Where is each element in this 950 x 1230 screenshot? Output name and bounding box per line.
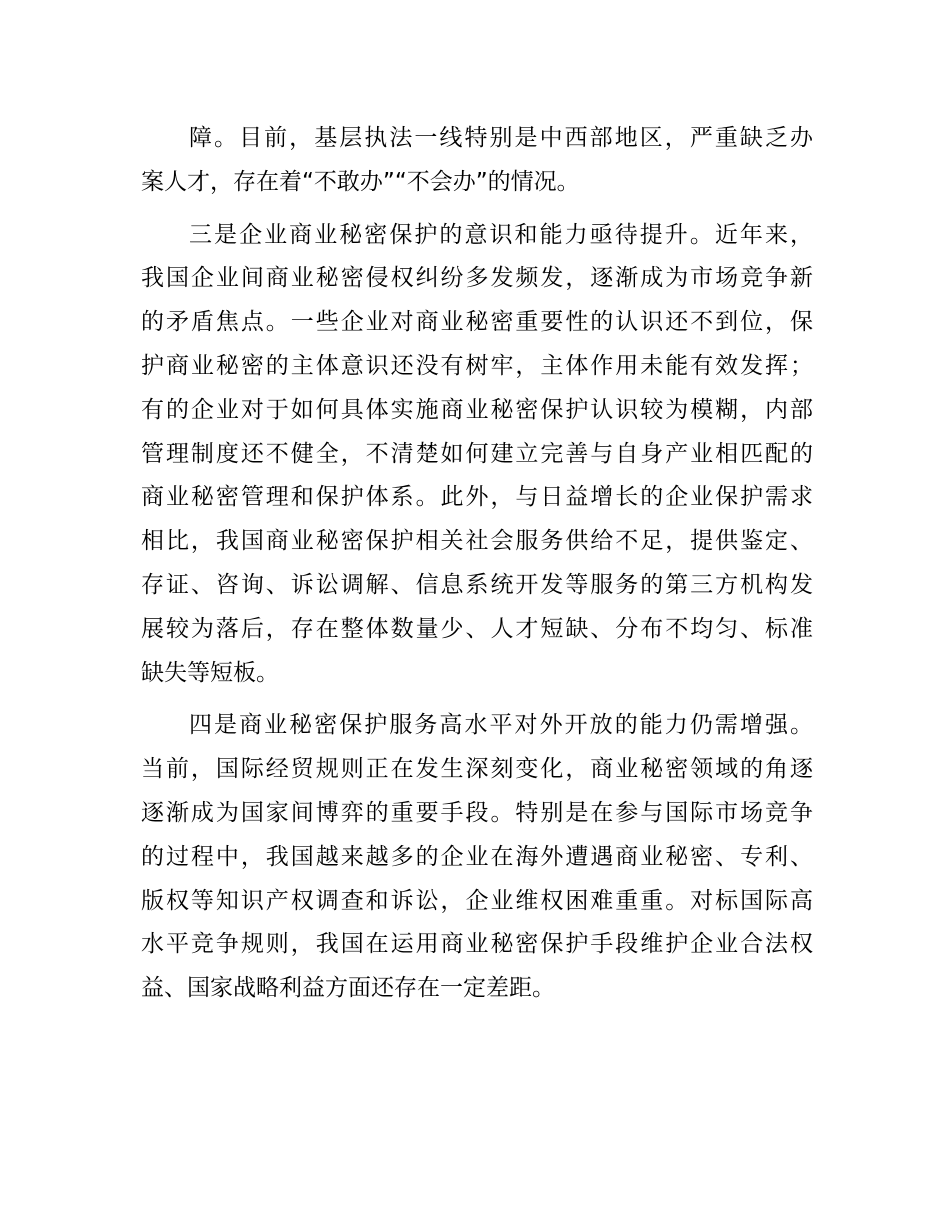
text-line: 有的企业对于如何具体实施商业秘密保护认识较为模糊，内部 bbox=[141, 396, 813, 423]
text-line: 存证、咨询、诉讼调解、信息系统开发等服务的第三方机构发 bbox=[141, 571, 813, 598]
text-line: 展较为落后，存在整体数量少、人才短缺、分布不均匀、标准 bbox=[141, 615, 813, 642]
text-line: 相比，我国商业秘密保护相关社会服务供给不足，提供鉴定、 bbox=[141, 528, 813, 555]
text-line: 逐渐成为国家间博弈的重要手段。特别是在参与国际市场竞争 bbox=[141, 799, 813, 826]
paragraph-2 bbox=[141, 214, 813, 696]
text-line: 案人才，存在着“不敢办”“不会办”的情况。 bbox=[141, 168, 580, 195]
text-line: 我国企业间商业秘密侵权纠纷多发频发，逐渐成为市场竞争新 bbox=[141, 265, 813, 292]
text-line: 缺失等短板。 bbox=[141, 659, 279, 686]
text-line: 的过程中，我国越来越多的企业在海外遭遇商业秘密、专利、 bbox=[141, 843, 813, 870]
text-line: 版权等知识产权调查和诉讼，企业维权困难重重。对标国际高 bbox=[141, 887, 813, 914]
text-line: 管理制度还不健全，不清楚如何建立完善与自身产业相匹配的 bbox=[141, 440, 813, 467]
text-line: 三是企业商业秘密保护的意识和能力亟待提升。近年来， bbox=[189, 221, 813, 248]
text-line: 障。目前，基层执法一线特别是中西部地区，严重缺乏办 bbox=[189, 125, 813, 151]
paragraph-3 bbox=[141, 704, 813, 1011]
document-body bbox=[141, 117, 813, 1011]
paragraph-1 bbox=[141, 117, 813, 205]
text-line: 护商业秘密的主体意识还没有树牢，主体作用未能有效发挥； bbox=[141, 352, 813, 379]
text-line: 益、国家战略利益方面还存在一定差距。 bbox=[141, 975, 555, 1002]
text-line: 水平竞争规则，我国在运用商业秘密保护手段维护企业合法权 bbox=[141, 931, 813, 958]
text-line: 商业秘密管理和保护体系。此外，与日益增长的企业保护需求 bbox=[141, 484, 813, 511]
text-line: 当前，国际经贸规则正在发生深刻变化，商业秘密领域的角逐 bbox=[141, 756, 813, 783]
text-line: 的矛盾焦点。一些企业对商业秘密重要性的认识还不到位，保 bbox=[141, 309, 813, 336]
text-line: 四是商业秘密保护服务高水平对外开放的能力仍需增强。 bbox=[189, 712, 813, 739]
